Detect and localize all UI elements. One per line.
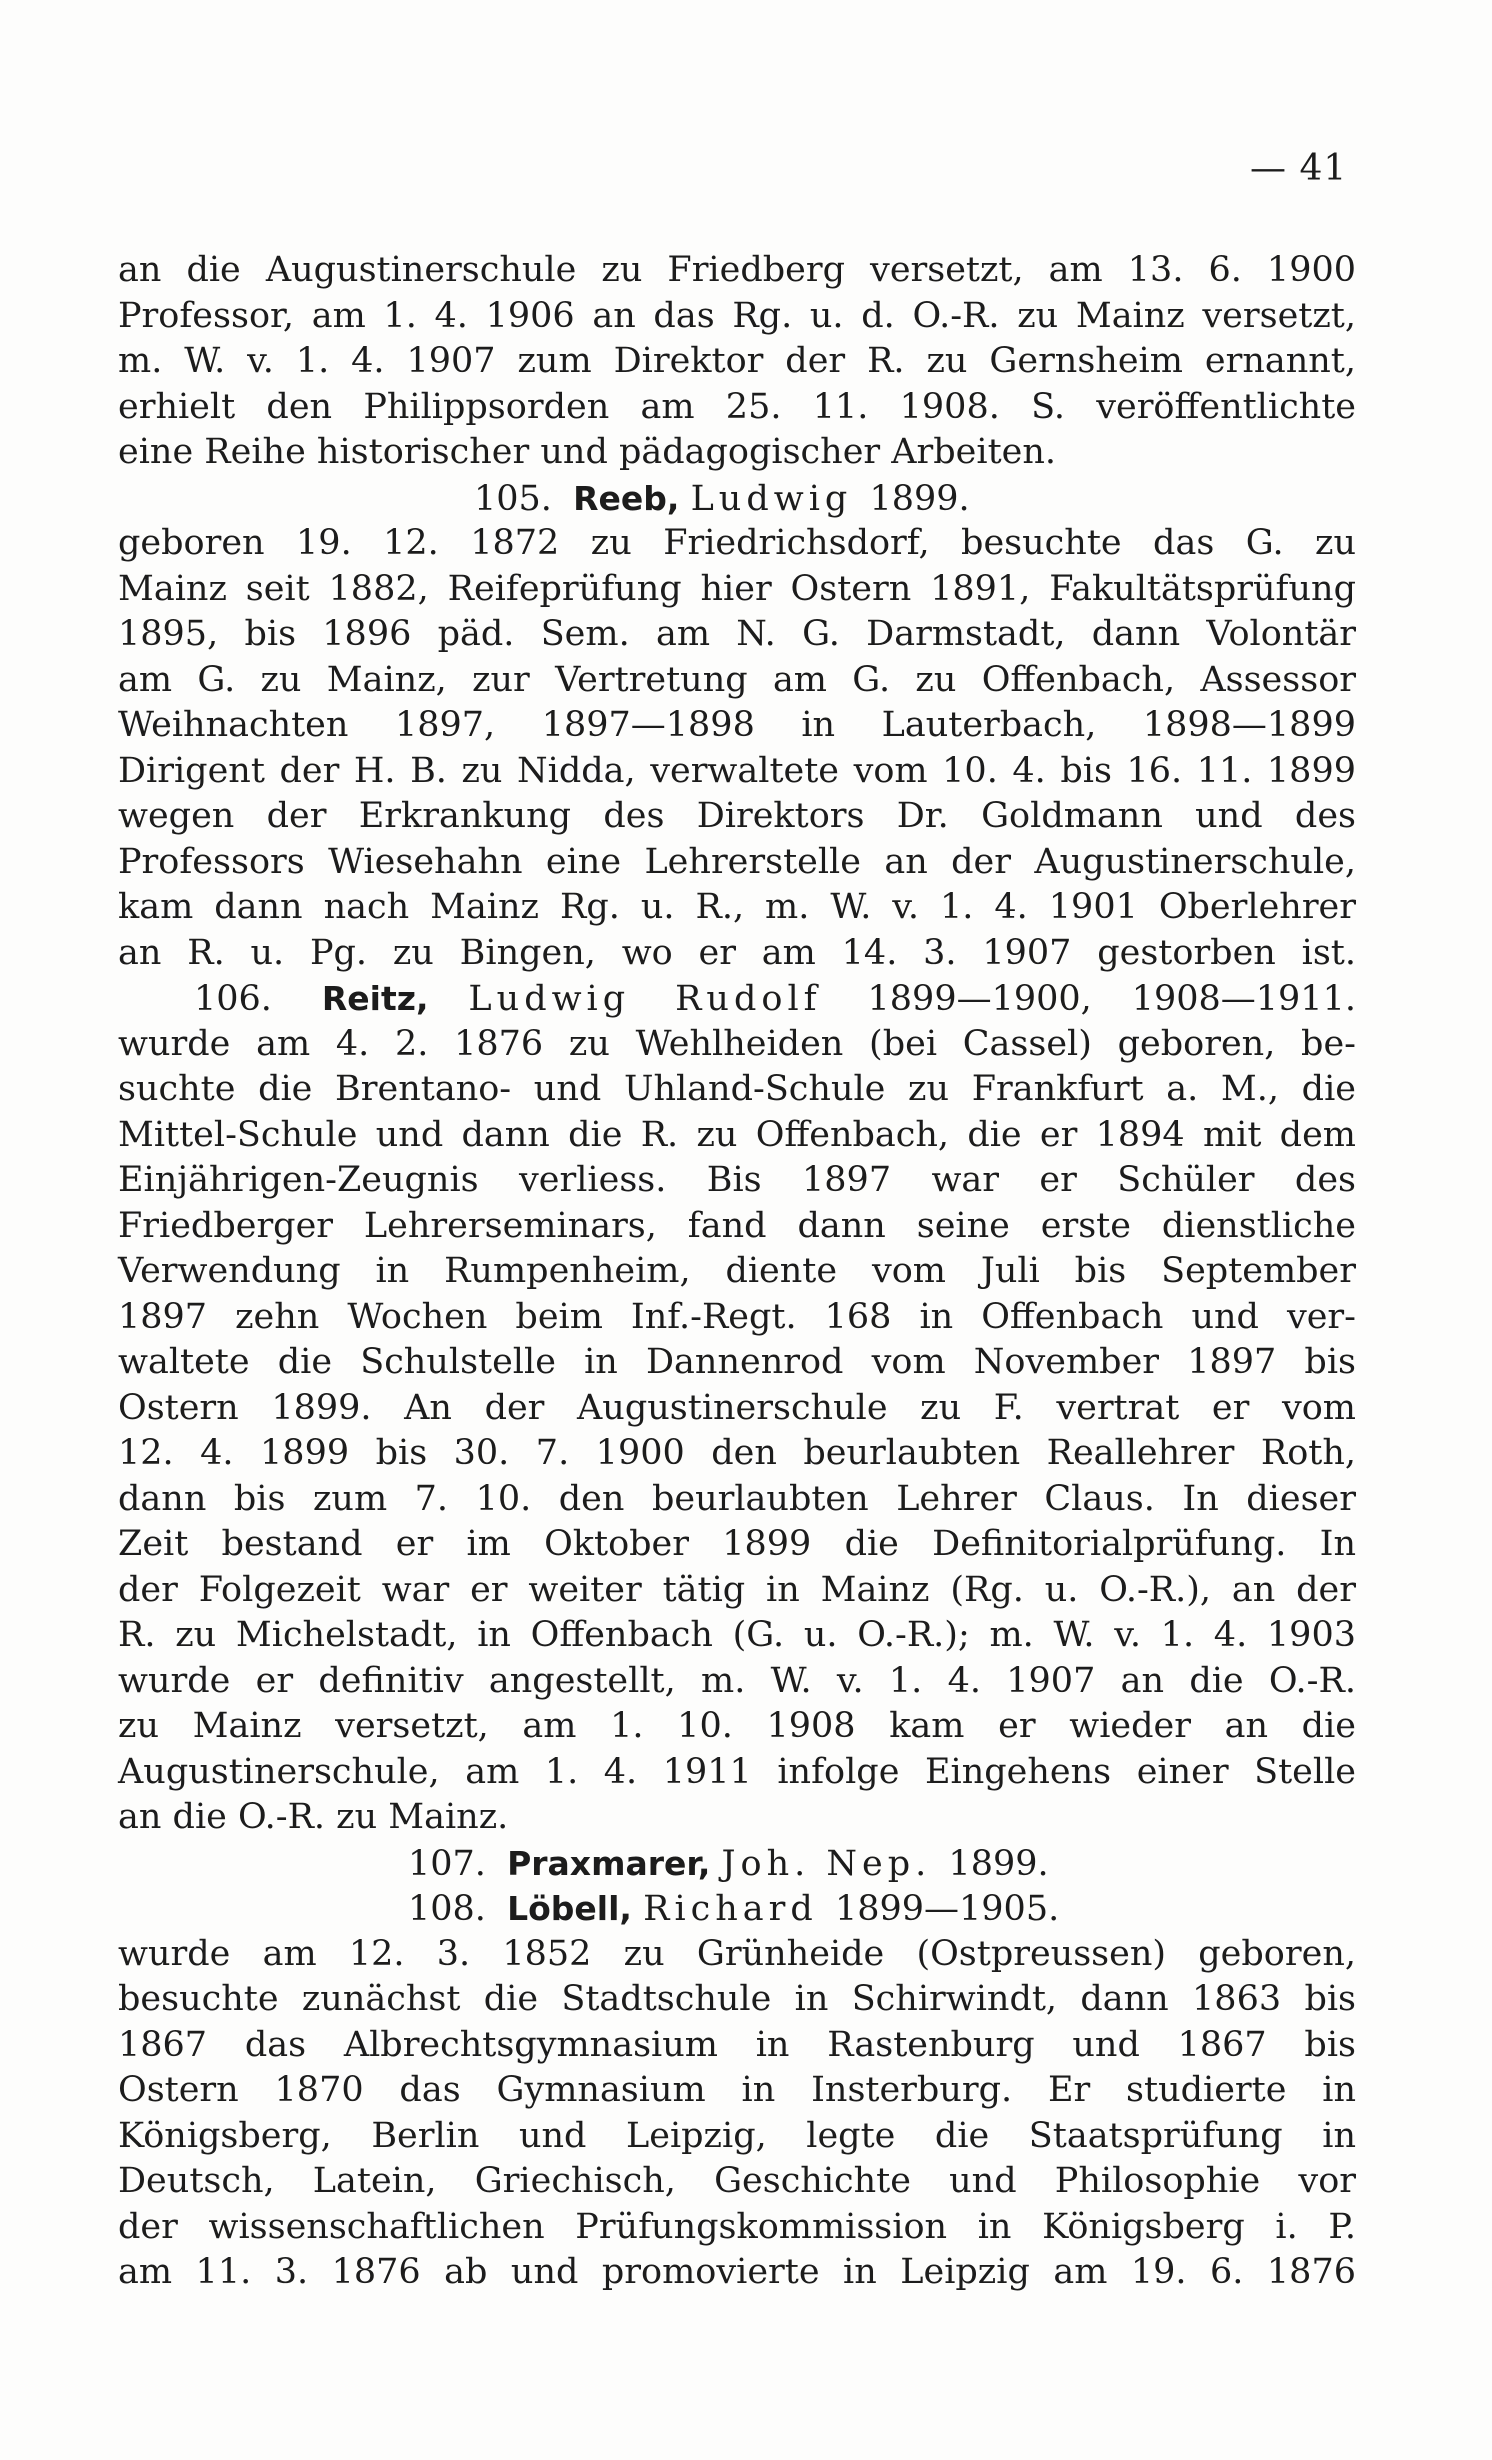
text-line: geboren 19. 12. 1872 zu Friedrichsdorf, besuchte das G. zu bbox=[118, 523, 1356, 563]
text-line: Einjährigen-Zeugnis verliess. Bis 1897 war er Schüler des bbox=[118, 1160, 1356, 1200]
entry-years: 1899—1900, 1908—1911. bbox=[867, 979, 1356, 1019]
text-line: zu Mainz versetzt, am 1. 10. 1908 kam er wieder an die bbox=[118, 1706, 1356, 1746]
text-line: R. zu Michelstadt, in Offenbach (G. u. O.-R.); m. W. v. 1. 4. 1903 bbox=[118, 1615, 1356, 1655]
entry-years: 1899. bbox=[948, 1843, 1049, 1884]
text-line: 1895, bis 1896 päd. Sem. am N. G. Darmstadt, dann Volontär bbox=[118, 614, 1356, 654]
text-line: Verwendung in Rumpenheim, diente vom Juli bis September bbox=[118, 1251, 1356, 1291]
text-line: Mittel-Schule und dann die R. zu Offenbach, die er 1894 mit dem bbox=[118, 1114, 1356, 1155]
text-line: 12. 4. 1899 bis 30. 7. 1900 den beurlaubten Reallehrer Roth, bbox=[118, 1433, 1356, 1473]
text-line: 1897 zehn Wochen beim Inf.-Regt. 168 in Offenbach und ver- bbox=[118, 1296, 1356, 1337]
entry-number: 107. bbox=[408, 1843, 486, 1884]
entry-heading-106 bbox=[118, 976, 1356, 1022]
entry-heading-107 bbox=[118, 1841, 1356, 1887]
text-line: dann bis zum 7. 10. den beurlaubten Lehrer Claus. In dieser bbox=[118, 1478, 1356, 1519]
text-line: erhielt den Philippsorden am 25. 11. 1908. S. veröffentlichte bbox=[118, 386, 1356, 427]
entry-number: 108. bbox=[408, 1889, 486, 1929]
text-line: waltete die Schulstelle in Dannenrod vom November 1897 bis bbox=[118, 1342, 1356, 1382]
text-line: Friedberger Lehrerseminars, fand dann seine erste dienstliche bbox=[118, 1205, 1356, 1246]
entry-years: 1899—1905. bbox=[834, 1889, 1060, 1929]
text-line: Augustinerschule, am 1. 4. 1911 infolge Eingehens einer Stelle bbox=[118, 1751, 1356, 1792]
text-line: der Folgezeit war er weiter tätig in Mainz (Rg. u. O.-R.), an der bbox=[118, 1569, 1356, 1610]
text-line: kam dann nach Mainz Rg. u. R., m. W. v. 1. 4. 1901 Oberlehrer bbox=[118, 887, 1356, 927]
text-line: an die O.-R. zu Mainz. bbox=[118, 1797, 509, 1837]
entry-surname: Reeb, bbox=[573, 478, 680, 518]
text-line: suchte die Brentano- und Uhland-Schule zu Frankfurt a. M., die bbox=[118, 1069, 1356, 1109]
text-line: besuchte zunächst die Stadtschule in Schirwindt, dann 1863 bis bbox=[118, 1979, 1356, 2019]
text-line: wurde am 12. 3. 1852 zu Grünheide (Ostpreussen) geboren, bbox=[118, 1933, 1356, 1974]
text-line: Königsberg, Berlin und Leipzig, legte die Staatsprüfung in bbox=[118, 2115, 1356, 2156]
entry-surname: Reitz, bbox=[321, 979, 429, 1018]
entry-given-name: Joh. Nep. bbox=[721, 1843, 932, 1884]
entry-given-name: Ludwig bbox=[690, 478, 853, 519]
text-line: Professors Wiesehahn eine Lehrerstelle an der Augustinerschule, bbox=[118, 841, 1356, 882]
text-line: Zeit bestand er im Oktober 1899 die Definitorialprüfung. In bbox=[118, 1524, 1356, 1564]
entry-number: 106. bbox=[194, 979, 272, 1019]
text-line: wegen der Erkrankung des Direktors Dr. Goldmann und des bbox=[118, 796, 1356, 836]
text-line: Dirigent der H. B. zu Nidda, verwaltete vom 10. 4. bis 16. 11. 1899 bbox=[118, 750, 1356, 791]
text-line: Deutsch, Latein, Griechisch, Geschichte und Philosophie vor bbox=[118, 2161, 1356, 2201]
text-line: an R. u. Pg. zu Bingen, wo er am 14. 3. 1907 gestorben ist. bbox=[118, 932, 1356, 973]
text-line: wurde er definitiv angestellt, m. W. v. 1. 4. 1907 an die O.-R. bbox=[118, 1660, 1356, 1701]
text-line: wurde am 4. 2. 1876 zu Wehlheiden (bei Cassel) geboren, be- bbox=[118, 1023, 1356, 1064]
entry-surname: Löbell, bbox=[507, 1889, 632, 1928]
text-line: m. W. v. 1. 4. 1907 zum Direktor der R. zu Gernsheim ernannt, bbox=[118, 341, 1356, 381]
text-line: der wissenschaftlichen Prüfungskommission in Königsberg i. P. bbox=[118, 2206, 1356, 2247]
entry-given-name: Richard bbox=[643, 1889, 818, 1929]
text-line: Weihnachten 1897, 1897—1898 in Lauterbach, 1898—1899 bbox=[118, 705, 1356, 745]
text-line: 1867 das Albrechtsgymnasium in Rastenburg und 1867 bis bbox=[118, 2024, 1356, 2065]
text-line: am 11. 3. 1876 ab und promovierte in Leipzig am 19. 6. 1876 bbox=[118, 2252, 1356, 2292]
entry-given-name: Ludwig Rudolf bbox=[468, 979, 822, 1019]
entry-heading-105 bbox=[118, 476, 1356, 522]
entry-surname: Praxmarer, bbox=[507, 1843, 711, 1883]
page-number: — 41 bbox=[1250, 148, 1348, 189]
text-line: an die Augustinerschule zu Friedberg versetzt, am 13. 6. 1900 bbox=[118, 250, 1356, 290]
entry-heading-108 bbox=[118, 1886, 1356, 1932]
text-line: Mainz seit 1882, Reifeprüfung hier Ostern 1891, Fakultätsprüfung bbox=[118, 568, 1356, 609]
entry-number: 105. bbox=[474, 478, 552, 519]
entry-years: 1899. bbox=[869, 478, 970, 519]
text-line: eine Reihe historischer und pädagogischer Arbeiten. bbox=[118, 432, 1057, 472]
text-line: Ostern 1870 das Gymnasium in Insterburg. Er studierte in bbox=[118, 2070, 1356, 2110]
text-line: am G. zu Mainz, zur Vertretung am G. zu Offenbach, Assessor bbox=[118, 659, 1356, 700]
body-text bbox=[118, 248, 1356, 2296]
text-line: Ostern 1899. An der Augustinerschule zu F. vertrat er vom bbox=[118, 1387, 1356, 1428]
text-line: Professor, am 1. 4. 1906 an das Rg. u. d. O.-R. zu Mainz versetzt, bbox=[118, 295, 1356, 336]
